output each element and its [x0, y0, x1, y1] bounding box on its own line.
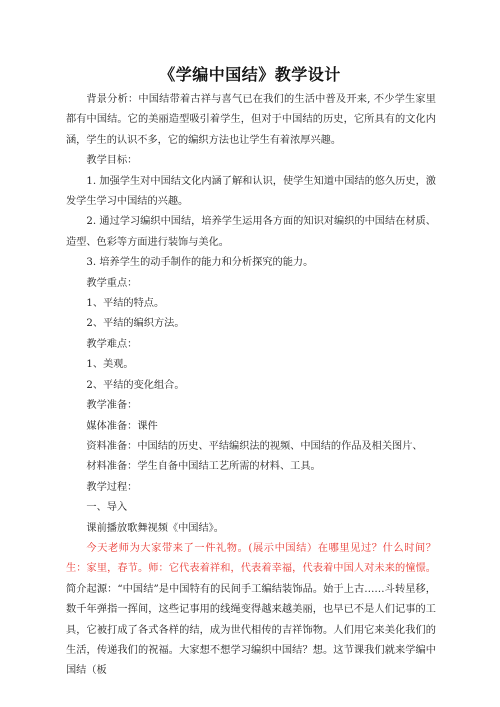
- paragraph-material-prep: 资料准备：中国结的历史、平结编织法的视频、中国结的作品及相关图片、: [86, 440, 423, 452]
- paragraph-key-points-heading: 教学重点：: [86, 277, 138, 289]
- paragraph-difficulty-2: 2、平结的变化组合。: [86, 379, 185, 391]
- paragraph-key-point-1: 1、平结的特点。: [86, 298, 165, 310]
- paragraph-preparation-heading: 教学准备：: [86, 400, 138, 412]
- paragraph-difficulties-heading: 教学难点：: [86, 338, 138, 350]
- paragraph-media-prep: 媒体准备：课件: [86, 420, 158, 432]
- paragraph-key-point-2: 2、平结的编织方法。: [86, 318, 185, 330]
- paragraph-intro-heading: 一、导入: [86, 502, 128, 514]
- paragraph-goal-1: 1. 加强学生对中国结文化内涵了解和认识，使学生知道中国结的悠久历史，激发学生学习中国结的兴趣。: [66, 175, 436, 208]
- paragraph-teaching-goals-heading: 教学目标：: [86, 155, 138, 167]
- document-body: [66, 90, 436, 682]
- red-highlight-text: 今天老师为大家带来了一件礼物。(展示中国结）在哪里见过？什么时间？生：家里，春节。师：它代表着祥和，代表着幸福，代表着中国人对未来的憧憬。: [66, 542, 436, 575]
- paragraph-goal-2: 2. 通过学习编织中国结，培养学生运用各方面的知识对编织的中国结在材质、造型、色彩等方面进行装饰与美化。: [66, 216, 436, 248]
- paragraph-difficulty-1: 1、美观。: [86, 359, 134, 371]
- paragraph-video-note: 课前播放歌舞视频《中国结》。: [86, 522, 224, 534]
- paragraph-supply-prep: 材料准备：学生自备中国结工艺所需的材料、工具。: [86, 461, 321, 473]
- paragraph-background-analysis: 背景分析：中国结带着古祥与喜气已在我们的生活中普及开来, 不少学生家里都有中国结。它的美丽造型吸引着学生，但对于中国结的历史，它所具有的文化内涵，学生的认识不多，它的编织方法也让学生有着浓厚兴趣。: [66, 94, 436, 146]
- document-title: 《学编中国结》教学设计: [159, 65, 341, 84]
- paragraph-lesson-intro: [66, 539, 436, 682]
- origin-text: 简介起源：“中国结”是中国特有的民间手工编结装饰品。始于上古……斗转星移，数千年弹指一挥间，这些记事用的线绳变得越来越美丽，也早已不是人们记事的工具，它被打成了各式各样的结，成为世代相传的吉祥饰物。人们用它来美化我们的生活，传递我们的祝福。大家想不想学习编织中国结？想。这节课我们就来学编中国结（板: [66, 583, 436, 677]
- paragraph-process-heading: 教学过程：: [86, 481, 138, 493]
- paragraph-goal-3: 3. 培养学生的动手制作的能力和分析探究的能力。: [86, 257, 314, 269]
